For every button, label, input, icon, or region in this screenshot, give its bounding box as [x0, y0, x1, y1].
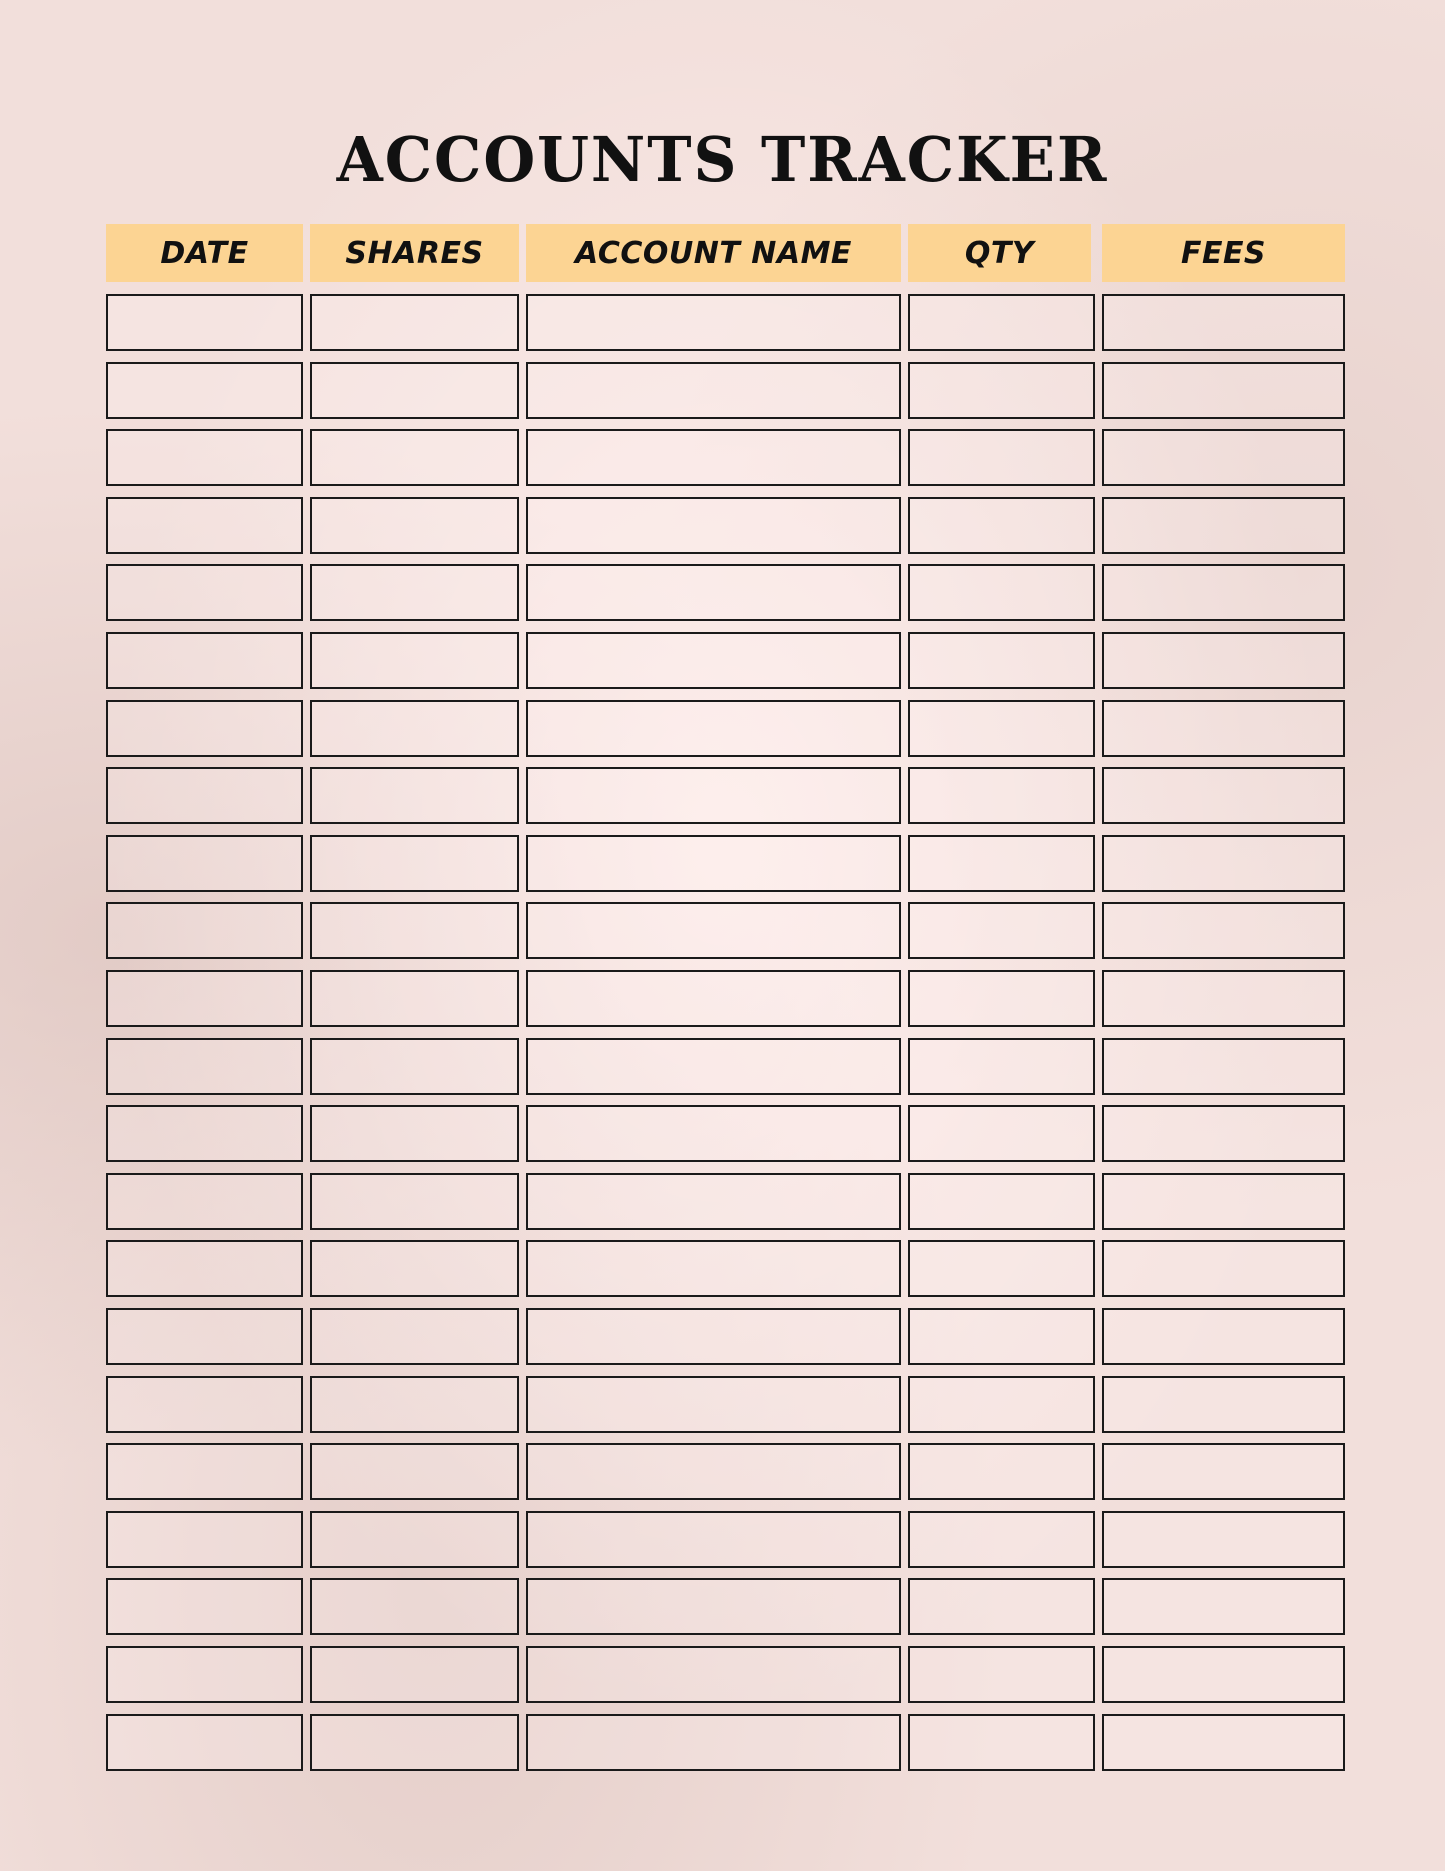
table-header: [0, 224, 1445, 282]
cell-fees[interactable]: [1102, 632, 1345, 689]
cell-shares[interactable]: [310, 294, 519, 351]
cell-qty[interactable]: [908, 767, 1095, 824]
cell-shares[interactable]: [310, 564, 519, 621]
cell-shares[interactable]: [310, 1714, 519, 1771]
cell-account-name[interactable]: [526, 902, 901, 959]
cell-fees[interactable]: [1102, 1714, 1345, 1771]
cell-date[interactable]: [106, 1646, 303, 1703]
table-row: [0, 767, 1445, 824]
cell-date[interactable]: [106, 1578, 303, 1635]
column-header-fees: FEES: [1102, 224, 1345, 282]
cell-fees[interactable]: [1102, 767, 1345, 824]
cell-fees[interactable]: [1102, 429, 1345, 486]
table-row: [0, 1173, 1445, 1230]
cell-date[interactable]: [106, 1308, 303, 1365]
table-row: [0, 1714, 1445, 1771]
cell-date[interactable]: [106, 564, 303, 621]
cell-qty[interactable]: [908, 429, 1095, 486]
cell-qty[interactable]: [908, 1105, 1095, 1162]
cell-qty[interactable]: [908, 700, 1095, 757]
cell-qty[interactable]: [908, 294, 1095, 351]
table-row: [0, 1443, 1445, 1500]
cell-shares[interactable]: [310, 1443, 519, 1500]
cell-fees[interactable]: [1102, 1308, 1345, 1365]
table-row: [0, 294, 1445, 351]
cell-account-name[interactable]: [526, 294, 901, 351]
cell-fees[interactable]: [1102, 1240, 1345, 1297]
cell-account-name[interactable]: [526, 767, 901, 824]
table-row: [0, 835, 1445, 892]
cell-account-name[interactable]: [526, 1308, 901, 1365]
cell-qty[interactable]: [908, 1173, 1095, 1230]
cell-shares[interactable]: [310, 1511, 519, 1568]
cell-fees[interactable]: [1102, 1376, 1345, 1433]
cell-account-name[interactable]: [526, 1511, 901, 1568]
column-header-qty: QTY: [908, 224, 1091, 282]
table-row: [0, 1578, 1445, 1635]
cell-date[interactable]: [106, 1443, 303, 1500]
cell-date[interactable]: [106, 1511, 303, 1568]
cell-date[interactable]: [106, 1376, 303, 1433]
cell-date[interactable]: [106, 294, 303, 351]
cell-qty[interactable]: [908, 1308, 1095, 1365]
cell-account-name[interactable]: [526, 1646, 901, 1703]
cell-account-name[interactable]: [526, 1443, 901, 1500]
table-row: [0, 1511, 1445, 1568]
cell-shares[interactable]: [310, 362, 519, 419]
cell-date[interactable]: [106, 835, 303, 892]
cell-account-name[interactable]: [526, 497, 901, 554]
table-row: [0, 700, 1445, 757]
cell-shares[interactable]: [310, 700, 519, 757]
cell-qty[interactable]: [908, 362, 1095, 419]
cell-fees[interactable]: [1102, 835, 1345, 892]
cell-qty[interactable]: [908, 497, 1095, 554]
table-row: [0, 902, 1445, 959]
cell-qty[interactable]: [908, 902, 1095, 959]
cell-date[interactable]: [106, 767, 303, 824]
cell-date[interactable]: [106, 700, 303, 757]
cell-account-name[interactable]: [526, 1173, 901, 1230]
cell-shares[interactable]: [310, 1308, 519, 1365]
cell-account-name[interactable]: [526, 429, 901, 486]
cell-qty[interactable]: [908, 632, 1095, 689]
cell-shares[interactable]: [310, 1038, 519, 1095]
cell-account-name[interactable]: [526, 1578, 901, 1635]
column-header-account-name: ACCOUNT NAME: [526, 224, 901, 282]
table-row: [0, 497, 1445, 554]
table-row: [0, 632, 1445, 689]
cell-date[interactable]: [106, 497, 303, 554]
cell-account-name[interactable]: [526, 970, 901, 1027]
page-title: ACCOUNTS TRACKER: [336, 123, 1109, 196]
cell-shares[interactable]: [310, 1173, 519, 1230]
cell-qty[interactable]: [908, 1240, 1095, 1297]
cell-fees[interactable]: [1102, 1443, 1345, 1500]
cell-shares[interactable]: [310, 970, 519, 1027]
cell-account-name[interactable]: [526, 1714, 901, 1771]
table-row: [0, 1038, 1445, 1095]
cell-qty[interactable]: [908, 1443, 1095, 1500]
cell-shares[interactable]: [310, 632, 519, 689]
cell-fees[interactable]: [1102, 294, 1345, 351]
cell-account-name[interactable]: [526, 1376, 901, 1433]
cell-fees[interactable]: [1102, 362, 1345, 419]
cell-shares[interactable]: [310, 767, 519, 824]
table-row: [0, 970, 1445, 1027]
cell-shares[interactable]: [310, 835, 519, 892]
cell-date[interactable]: [106, 1105, 303, 1162]
cell-qty[interactable]: [908, 1714, 1095, 1771]
cell-account-name[interactable]: [526, 1038, 901, 1095]
cell-date[interactable]: [106, 902, 303, 959]
cell-fees[interactable]: [1102, 1578, 1345, 1635]
table-row: [0, 362, 1445, 419]
table-row: [0, 1308, 1445, 1365]
table-row: [0, 1240, 1445, 1297]
cell-shares[interactable]: [310, 1376, 519, 1433]
cell-qty[interactable]: [908, 1376, 1095, 1433]
cell-fees[interactable]: [1102, 497, 1345, 554]
cell-fees[interactable]: [1102, 1646, 1345, 1703]
cell-fees[interactable]: [1102, 902, 1345, 959]
cell-fees[interactable]: [1102, 970, 1345, 1027]
cell-shares[interactable]: [310, 902, 519, 959]
cell-account-name[interactable]: [526, 632, 901, 689]
cell-date[interactable]: [106, 632, 303, 689]
cell-fees[interactable]: [1102, 1105, 1345, 1162]
cell-qty[interactable]: [908, 564, 1095, 621]
tracker-grid: [0, 294, 1445, 1774]
table-row: [0, 564, 1445, 621]
cell-shares[interactable]: [310, 1240, 519, 1297]
cell-fees[interactable]: [1102, 1173, 1345, 1230]
cell-account-name[interactable]: [526, 700, 901, 757]
cell-account-name[interactable]: [526, 564, 901, 621]
table-row: [0, 1646, 1445, 1703]
cell-qty[interactable]: [908, 1511, 1095, 1568]
cell-date[interactable]: [106, 1240, 303, 1297]
cell-account-name[interactable]: [526, 1105, 901, 1162]
cell-fees[interactable]: [1102, 1038, 1345, 1095]
cell-shares[interactable]: [310, 1578, 519, 1635]
cell-shares[interactable]: [310, 429, 519, 486]
cell-date[interactable]: [106, 362, 303, 419]
cell-fees[interactable]: [1102, 1511, 1345, 1568]
cell-date[interactable]: [106, 429, 303, 486]
cell-qty[interactable]: [908, 1578, 1095, 1635]
cell-shares[interactable]: [310, 1105, 519, 1162]
cell-qty[interactable]: [908, 1038, 1095, 1095]
cell-date[interactable]: [106, 970, 303, 1027]
cell-qty[interactable]: [908, 1646, 1095, 1703]
cell-shares[interactable]: [310, 1646, 519, 1703]
table-row: [0, 1105, 1445, 1162]
cell-date[interactable]: [106, 1038, 303, 1095]
cell-account-name[interactable]: [526, 1240, 901, 1297]
column-header-shares: SHARES: [310, 224, 519, 282]
cell-shares[interactable]: [310, 497, 519, 554]
cell-fees[interactable]: [1102, 564, 1345, 621]
cell-qty[interactable]: [908, 970, 1095, 1027]
cell-date[interactable]: [106, 1714, 303, 1771]
table-row: [0, 1376, 1445, 1433]
cell-qty[interactable]: [908, 835, 1095, 892]
table-row: [0, 429, 1445, 486]
cell-account-name[interactable]: [526, 835, 901, 892]
cell-account-name[interactable]: [526, 362, 901, 419]
cell-date[interactable]: [106, 1173, 303, 1230]
column-header-date: DATE: [106, 224, 303, 282]
cell-fees[interactable]: [1102, 700, 1345, 757]
